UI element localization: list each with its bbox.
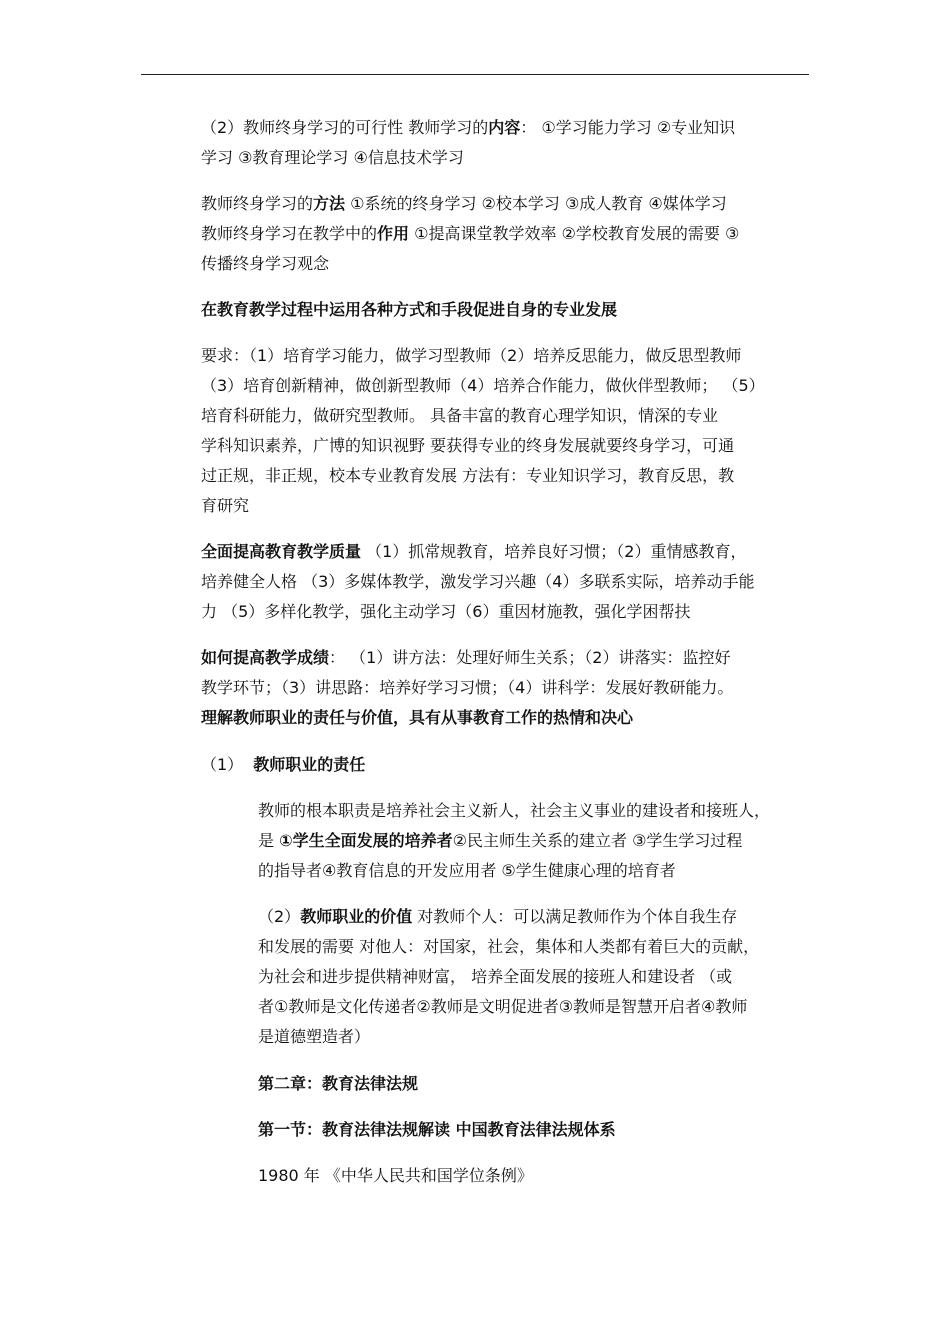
text: ： （1）讲方法：处理好师生关系；（2）讲落实：监控好 xyxy=(329,648,731,667)
text-line: 学习 ③教育理论学习 ④信息技术学习 xyxy=(201,148,464,167)
text: ： ①学习能力学习 ②专业知识 xyxy=(520,118,736,137)
text: ②民主师生关系的建立者 ③学生学习过程 xyxy=(452,831,743,850)
paragraph-lifelong-methods xyxy=(201,189,739,279)
text-line: 为社会和进步提供精神财富， 培养全面发展的接班人和建设者 （或 xyxy=(258,967,733,986)
paragraph-improve-results xyxy=(201,643,733,733)
heading-professional-development: 在教育教学过程中运用各种方式和手段促进自身的专业发展 xyxy=(201,300,618,319)
text: ①提高课堂教学效率 ②学校教育发展的需要 ③ xyxy=(409,224,740,243)
bold-term: ①学生全面发展的培养者 xyxy=(279,831,453,850)
bold-term: 教师职业的价值 xyxy=(300,907,413,926)
paragraph-responsibility xyxy=(258,796,770,886)
text-line: 的指导者④教育信息的开发应用者 ⑤学生健康心理的培育者 xyxy=(258,861,676,880)
text-line: 育研究 xyxy=(201,496,250,515)
text: （1）抓常规教育，培养良好习惯；（2）重情感教育， xyxy=(361,542,747,561)
text-line: 过正规，非正规，校本专业教育发展 方法有：专业知识学习，教育反思，教 xyxy=(201,466,735,485)
text-line: 是道德塑造者） xyxy=(258,1027,371,1046)
law-entry: 1980 年 《中华人民共和国学位条例》 xyxy=(258,1166,533,1185)
text-line: 传播终身学习观念 xyxy=(201,254,330,273)
text-line: 学科知识素养，广博的知识视野 要获得专业的终身发展就要终身学习，可通 xyxy=(201,436,735,455)
section-number: （1） xyxy=(201,755,244,774)
paragraph-lifelong-feasibility xyxy=(201,113,735,173)
text-line: 者①教师是文化传递者②教师是文明促进者③教师是智慧开启者④教师 xyxy=(258,997,748,1016)
bold-term: 如何提高教学成绩 xyxy=(201,648,330,667)
section-title: 教师职业的责任 xyxy=(253,755,366,774)
heading-responsibility-value: 理解教师职业的责任与价值，具有从事教育工作的热情和决心 xyxy=(201,708,634,727)
paragraph-teaching-quality xyxy=(201,537,754,627)
text-line: （3）培育创新精神，做创新型教师（4）培养合作能力，做伙伴型教师； （5） xyxy=(201,376,765,395)
text-line: 教师的根本职责是培养社会主义新人，社会主义事业的建设者和接班人， xyxy=(258,801,771,820)
section-responsibility-heading xyxy=(201,750,365,780)
text-line: 力 （5）多样化教学，强化主动学习（6）重因材施教，强化学困帮扶 xyxy=(201,602,691,621)
text: （2）教师终身学习的可行性 教师学习的 xyxy=(201,118,489,137)
header-rule xyxy=(141,74,809,75)
paragraph-value xyxy=(258,902,759,1052)
text-line: 培养健全人格 （3）多媒体教学，激发学习兴趣（4）多联系实际，培养动手能 xyxy=(201,572,755,591)
chapter-heading: 第二章：教育法律法规 xyxy=(258,1074,419,1093)
text-line: 培育科研能力，做研究型教师。 具备丰富的教育心理学知识，情深的专业 xyxy=(201,406,719,425)
text-line: 教学环节；（3）讲思路：培养好学习习惯；（4）讲科学：发展好教研能力。 xyxy=(201,678,734,697)
bold-term: 作用 xyxy=(377,224,410,243)
bold-term: 全面提高教育教学质量 xyxy=(201,542,362,561)
text: （2） xyxy=(258,907,301,926)
section-heading: 第一节：教育法律法规解读 中国教育法律法规体系 xyxy=(258,1120,616,1139)
text: 教师终身学习在教学中的 xyxy=(201,224,378,243)
text: 对教师个人：可以满足教师作为个体自我生存 xyxy=(412,907,738,926)
bold-term: 内容 xyxy=(488,118,521,137)
text: 是 xyxy=(258,831,280,850)
bold-term: 方法 xyxy=(313,194,346,213)
text: ①系统的终身学习 ②校本学习 ③成人教育 ④媒体学习 xyxy=(345,194,727,213)
text-line: 和发展的需要 对他人：对国家，社会，集体和人类都有着巨大的贡献， xyxy=(258,937,760,956)
text: 教师终身学习的 xyxy=(201,194,314,213)
paragraph-requirements xyxy=(201,341,765,521)
text-line: 要求：（1）培育学习能力，做学习型教师（2）培养反思能力，做反思型教师 xyxy=(201,346,742,365)
